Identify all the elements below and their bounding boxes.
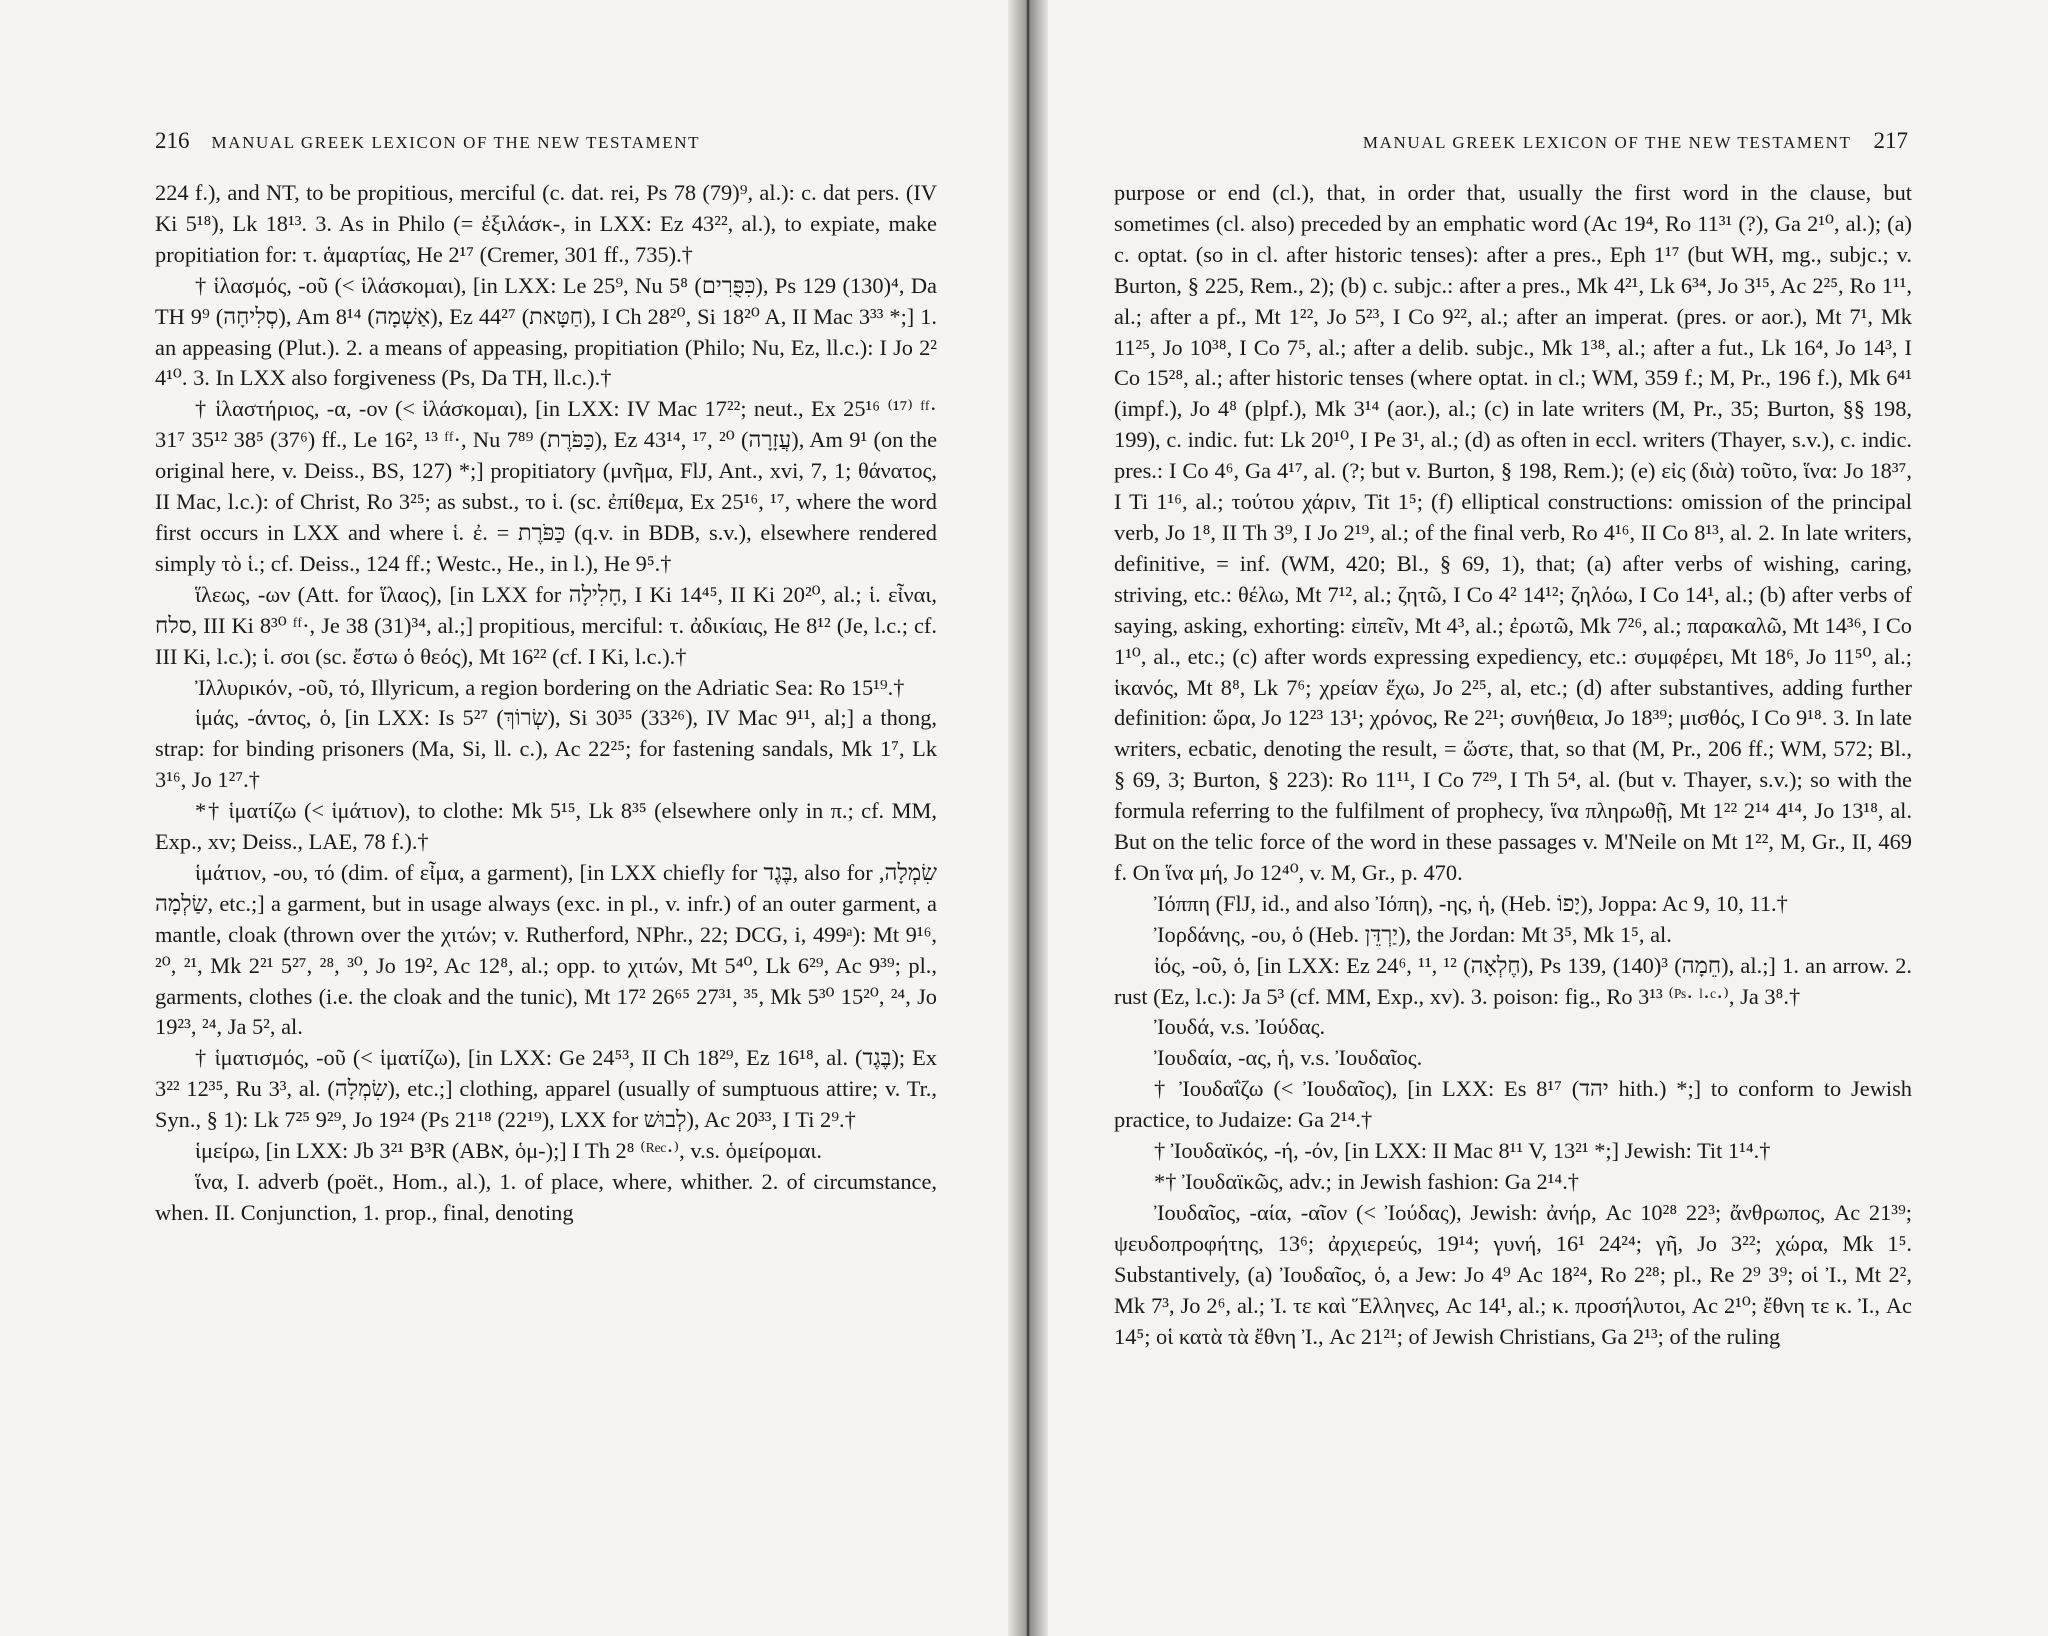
right-page-body xyxy=(1114,178,1912,1596)
left-page xyxy=(0,0,1020,1636)
entry-himatismos: † ἱματισμός, -οῦ (< ἱματίζω), [in LXX: Ge 24⁵³, II Ch 18²⁹, Ez 16¹⁸, al. (בֶּגֶד); Ex 3²² 12³⁵, Ru 3³, al. (שִׂמְלָה), etc.;] clothing, apparel (usually of sumptuous attire; v. Tr., Syn., § 1): Lk 7²⁵ 9²⁹, Jo 19²⁴ (Ps 21¹⁸ (22¹⁹), LXX for לְבוּשׁ), Ac 20³³, I Ti 2⁹.† xyxy=(155,1045,938,1133)
left-header-title: MANUAL GREEK LEXICON OF THE NEW TESTAMENT xyxy=(211,133,701,152)
entry-himeiro: ἱμείρω, [in LXX: Jb 3²¹ B³R (AB‫א‬, ὁμ-);] I Th 2⁸ ⁽ᴿᵉᶜ·⁾, v.s. ὁμείρομαι. xyxy=(195,1138,822,1164)
right-header-title: MANUAL GREEK LEXICON OF THE NEW TESTAMENT xyxy=(1362,133,1852,152)
left-page-body xyxy=(155,178,937,1596)
entry-ioudaikos-adverb: *† Ἰουδαϊκῶς, adv.; in Jewish fashion: Ga 2¹⁴.† xyxy=(1154,1169,1579,1194)
entry-ioudaia: Ἰουδαία, -ας, ἡ, v.s. Ἰουδαῖος. xyxy=(1154,1045,1423,1071)
entry-hina: ἵνα, I. adverb (poët., Hom., al.), 1. of place, where, whither. 2. of circumstance, when. II. Conjunction, 1. prop., final, denoting xyxy=(155,1169,937,1225)
right-page-number: 217 xyxy=(1873,128,1908,153)
entry-continuation: 224 f.), and NT, to be propitious, merciful (c. dat. rei, Ps 78 (79)⁹, al.): c. dat pers. (IV Ki 5¹⁸), Lk 18¹³. 3. As in Philo (= ἐξιλάσκ-, in LXX: Ez 43²², al.), to expiate, make propitiation for: τ. ἁμαρτίας, He 2¹⁷ (Cremer, 301 ff., 735).† xyxy=(155,180,937,267)
right-page xyxy=(1028,0,2048,1636)
entry-himas: ἱμάς, -άντος, ὁ, [in LXX: Is 5²⁷ (שְׂרוֹךְ), Si 30³⁵ (33²⁶), IV Mac 9¹¹, al;] a thong, strap: for binding prisoners (Ma, Si, ll. c.), Ac 22²⁵; for fastening sandals, Mk 1⁷, Lk 3¹⁶, Jo 1²⁷.† xyxy=(155,705,937,793)
entry-ioudaizo: † Ἰουδαΐζω (< Ἰουδαῖος), [in LXX: Es 8¹⁷ (יהד hith.) *;] to conform to Jewish practice, to Judaize: Ga 2¹⁴.† xyxy=(1114,1076,1912,1133)
entry-himation: ἱμάτιον, -ου, τό (dim. of εἶμα, a garment), [in LXX chiefly for בֶּגֶד, also for שִׂמְלָה, שַׂלְמָה, etc.;] a garment, but in usage always (exc. in pl., v. infr.) of an outer garment, a mantle, cloak (thrown over the χιτών; v. Rutherford, NPhr., 22; DCG, i, 499ᵃ): Mt 9¹⁶, ²⁰, ²¹, Mk 2²¹ 5²⁷, ²⁸, ³⁰, Jo 19², Ac 12⁸, al.; opp. to χιτών, Mt 5⁴⁰, Lk 6²⁹, Ac 9³⁹; pl., garments, clothes (i.e. the cloak and the tunic), Mt 17² 26⁶⁵ 27³¹, ³⁵, Mk 5³⁰ 15²⁰, ²⁴, Jo 19²³, ²⁴, Ja 5², al. xyxy=(155,859,937,1040)
entry-ioudaikos: † Ἰουδαϊκός, -ή, -όν, [in LXX: II Mac 8¹¹ V, 13²¹ *;] Jewish: Tit 1¹⁴.† xyxy=(1154,1138,1771,1164)
entry-hina-continuation: purpose or end (cl.), that, in order that, usually the first word in the clause, but sometimes (cl. also) preceded by an emphatic word (Ac 19⁴, Ro 11³¹ (?), Ga 2¹⁰, al.); (a) c. optat. (so in cl. after historic tenses): after a pres., Eph 1¹⁷ (but WH, mg., subjc.; v. Burton, § 225, Rem., 2); (b) c. subjc.: after a pres., Mk 4²¹, Lk 6³⁴, Jo 3¹⁵, Ac 2²⁵, Ro 1¹¹, al.; after a pf., Mt 1²², Jo 5²³, I Co 9²², al.; after an imperat. (pres. or aor.), Mt 7¹, Mk 11²⁵, Jo 10³⁸, I Co 7⁵, al.; after a delib. subjc., Mk 1³⁸, al.; after a fut., Lk 16⁴, Jo 14³, I Co 15²⁸, al.; after historic tenses (where optat. in cl.; WM, 359 f.; M, Pr., 196 f.), Mk 6⁴¹ (impf.), Jo 4⁸ (plpf.), Mk 3¹⁴ (aor.), al.; (c) in late writers (M, Pr., 35; Burton, §§ 198, 199), c. indic. fut: Lk 20¹⁰, I Pe 3¹, al.; (d) as often in eccl. writers (Thayer, s.v.), c. indic. pres.: I Co 4⁶, Ga 4¹⁷, al. (?; but v. Burton, § 198, Rem.); (e) εἰς (διὰ) τοῦτο, ἵνα: Jo 18³⁷, I Ti 1¹⁶, al.; τούτου χάριν, Tit 1⁵; (f) elliptical constructions: omission of the principal verb, Jo 1⁸, II Th 3⁹, I Jo 2¹⁹, al.; of the final verb, Ro 4¹⁶, II Co 8¹³, al. 2. In late writers, definitive, = inf. (WM, 420; Bl., § 69, 1), that; (a) after verbs of wishing, caring, striving, etc.: θέλω, Mt 7¹², al.; ζητῶ, I Co 4² 14¹²; ζηλόω, I Co 14¹, al.; (b) after verbs of saying, asking, exhorting: εἰπεῖν, Mt 4³, al.; ἐρωτῶ, Mk 7²⁶, al.; παρακαλῶ, Mt 14³⁶, I Co 1¹⁰, al., etc.; (c) after words expressing expediency, etc.: συμφέρει, Mt 18⁶, Jo 11⁵⁰, al.; ἱκανός, Mt 8⁸, Lk 7⁶; χρείαν ἔχω, Jo 2²⁵, al, etc.; (d) after substantives, adding further definition: ὥρα, Jo 12²³ 13¹; χρόνος, Re 2²¹; συνήθεια, Jo 18³⁹; μισθός, I Co 9¹⁸. 3. In late writers, ecbatic, denoting the result, = ὥστε, that, so that (M, Pr., 206 ff.; WM, 572; Bl., § 69, 3; Burton, § 223): Ro 11¹¹, I Co 7²⁹, I Th 5⁴, al. (but v. Thayer, s.v.); so with the formula referring to the fulfilment of prophecy, ἵνα πληρωθῇ, Mt 1²² 2¹⁴ 4¹⁴, Jo 13¹⁸, al. But on the telic force of the word in these passages v. M'Neile on Mt 1²², M, Gr., II, 469 f. On ἵνα μή, Jo 12⁴⁰, v. M, Gr., p. 470. xyxy=(1114,180,1912,885)
entry-hilasmos: † ἱλασμός, -οῦ (< ἱλάσκομαι), [in LXX: Le 25⁹, Nu 5⁸ (כִּפֻּרִים), Ps 129 (130)⁴, Da TH 9⁹ (סְלִיחָה), Am 8¹⁴ (אַשְׁמָה), Ez 44²⁷ (חַטָּאת), I Ch 28²⁰, Si 18²⁰ A, II Mac 3³³ *;] 1. an appeasing (Plut.). 2. a means of appeasing, propitiation (Philo; Nu, Ez, ll.c.): I Jo 2² 4¹⁰. 3. In LXX also forgiveness (Ps, Da TH, ll.c.).† xyxy=(155,272,937,391)
entry-ioppe: Ἰόππη (FlJ, id., and also Ἰόπη), -ης, ἡ, (Heb. יָפוֹ), Joppa: Ac 9, 10, 11.† xyxy=(1154,890,1788,916)
entry-iordanes: Ἰορδάνης, -ου, ὁ (Heb. יַרְדֵּן), the Jordan: Mt 3⁵, Mk 1⁵, al. xyxy=(1154,921,1672,947)
right-running-head xyxy=(1123,128,1908,168)
book-gutter xyxy=(1008,0,1048,1636)
entry-ios: ἰός, -οῦ, ὁ, [in LXX: Ez 24⁶, ¹¹, ¹² (חֶלְאָה), Ps 139, (140)³ (חֵמָה), al.;] 1. an arrow. 2. rust (Ez, l.c.): Ja 5³ (cf. MM, Exp., xv). 3. poison: fig., Ro 3¹³ ⁽ᴾˢ· ˡ·ᶜ·⁾, Ja 3⁸.† xyxy=(1114,952,1912,1009)
entry-himatizo: *† ἱματίζω (< ἱμάτιον), to clothe: Mk 5¹⁵, Lk 8³⁵ (elsewhere only in π.; cf. MM, Exp., xv; Deiss., LAE, 78 f.).† xyxy=(155,798,937,855)
entry-iouda: Ἰουδά, v.s. Ἰούδας. xyxy=(1154,1014,1326,1040)
entry-ioudaios: Ἰουδαῖος, -αία, -αῖον (< Ἰούδας), Jewish: ἀνήρ, Ac 10²⁸ 22³; ἄνθρωπος, Ac 21³⁹; ψευδοπροφήτης, 13⁶; ἀρχιερεύς, 19¹⁴; γυνή, 16¹ 24²⁴; γῆ, Jo 3²²; χώρα, Mk 1⁵. Substantively, (a) Ἰουδαῖος, ὁ, a Jew: Jo 4⁹ Ac 18²⁴, Ro 2²⁸; pl., Re 2⁹ 3⁹; οἱ Ἰ., Mt 2², Mk 7³, Jo 2⁶, al.; Ἰ. τε καὶ Ἕλληνες, Ac 14¹, al.; κ. προσήλυτοι, Ac 2¹⁰; ἔθνη τε κ. Ἰ., Ac 14⁵; οἱ κατὰ τὰ ἔθνη Ἰ., Ac 21²¹; of Jewish Christians, Ga 2¹³; of the ruling xyxy=(1114,1199,1912,1349)
entry-hilasterios: † ἱλαστήριος, -α, -ον (< ἱλάσκομαι), [in LXX: IV Mac 17²²; neut., Ex 25¹⁶ ⁽¹⁷⁾ ᶠᶠ· 31⁷ 35¹² 38⁵ (37⁶) ff., Le 16², ¹³ ᶠᶠ·, Nu 7⁸⁹ (כַּפֹּרֶת), Ez 43¹⁴, ¹⁷, ²⁰ (עֲזָרָה), Am 9¹ (on the original here, v. Deiss., BS, 127) *;] propitiatory (μνῆμα, FlJ, Ant., xvi, 7, 1; θάνατος, II Mac, l.c.): of Christ, Ro 3²⁵; as subst., το ἱ. (sc. ἐπίθεμα, Ex 25¹⁶, ¹⁷, where the word first occurs in LXX and where ἱ. ἐ. = כַּפֹּרֶת (q.v. in BDB, s.v.), elsewhere rendered simply τὸ ἱ.; cf. Deiss., 124 ff.; Westc., He., in l.), He 9⁵.† xyxy=(155,396,938,576)
entry-hileos: ἵλεως, -ων (Att. for ἵλαος), [in LXX for חָלִילָה, I Ki 14⁴⁵, II Ki 20²⁰, al.; ἱ. εἶναι, סלח, III Ki 8³⁰ ᶠᶠ·, Je 38 (31)³⁴, al.;] propitious, merciful: τ. ἀδικίαις, He 8¹² (Je, l.c.; cf. III Ki, l.c.); ἱ. σοι (sc. ἔστω ὁ θεός), Mt 16²² (cf. I Ki, l.c.).† xyxy=(155,581,937,669)
entry-illyrikon: Ἰλλυρικόν, -οῦ, τό, Illyricum, a region bordering on the Adriatic Sea: Ro 15¹⁹.† xyxy=(195,674,905,700)
left-page-number: 216 xyxy=(155,128,190,153)
left-running-head xyxy=(155,128,937,168)
